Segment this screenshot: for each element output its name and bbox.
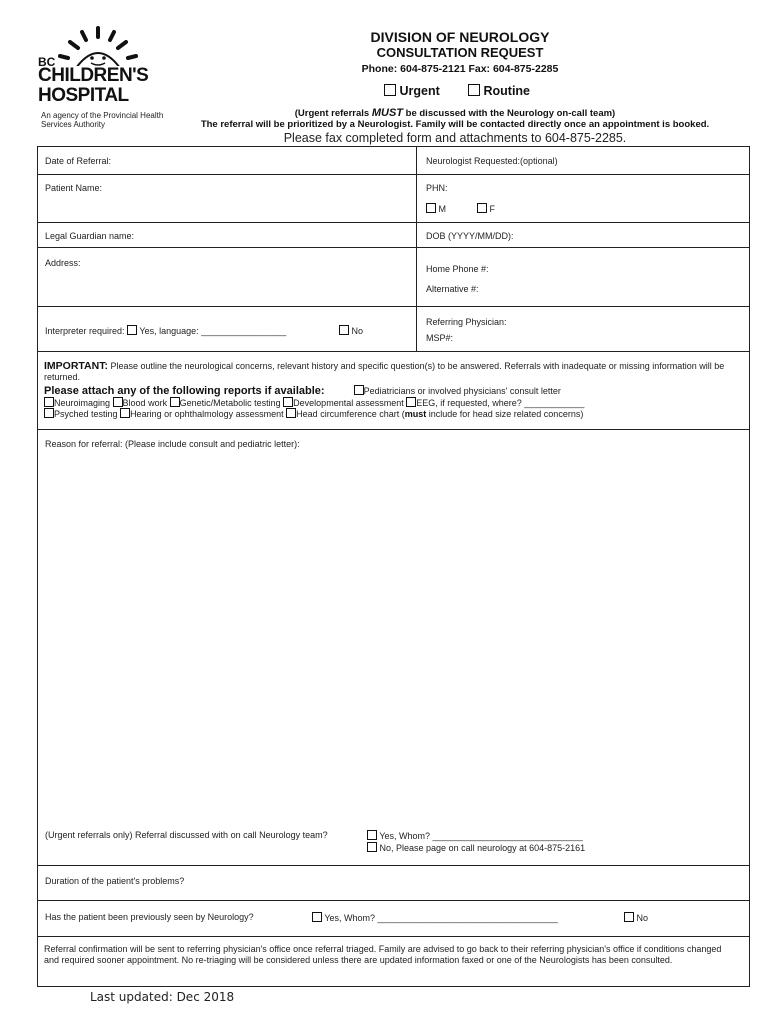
- attach-eeg-label: EEG, if requested, where? ____________: [416, 398, 585, 408]
- important-label: IMPORTANT:: [44, 360, 108, 372]
- attach-line-3: [44, 408, 744, 420]
- row-divider: [38, 306, 749, 307]
- row-divider: [38, 936, 749, 937]
- urgent-note: [160, 107, 750, 119]
- dob-field[interactable]: DOB (YYYY/MM/DD):: [426, 231, 514, 241]
- logo-name-line1: CHILDREN'S: [38, 65, 149, 86]
- seen-no-option[interactable]: [624, 912, 648, 923]
- urgent-discussed-no-checkbox[interactable]: [367, 842, 377, 852]
- attach-neuroimaging-label: Neuroimaging: [54, 398, 111, 408]
- important-text: Please outline the neurological concerns, relevant history and specific question(s) to be answered. Referrals with inadequate or missing information will be returned.: [44, 361, 725, 382]
- neurologist-requested-field[interactable]: Neurologist Requested:(optional): [426, 156, 558, 166]
- seen-yes-checkbox[interactable]: [312, 912, 322, 922]
- duration-field[interactable]: Duration of the patient's problems?: [45, 876, 185, 886]
- referring-physician-field[interactable]: Referring Physician:: [426, 317, 507, 327]
- alternative-phone-field[interactable]: Alternative #:: [426, 284, 479, 294]
- attach-eeg-checkbox[interactable]: [406, 397, 416, 407]
- date-of-referral-field[interactable]: Date of Referral:: [45, 156, 112, 166]
- urgent-discussed-no-label: No, Please page on call neurology at 604-875-2161: [379, 843, 586, 853]
- sex-f-option[interactable]: [477, 203, 495, 214]
- urgent-discussed-yes-option[interactable]: [367, 830, 583, 841]
- home-phone-field[interactable]: Home Phone #:: [426, 264, 489, 274]
- referral-form: [37, 146, 750, 987]
- urgent-option[interactable]: [384, 84, 440, 98]
- interpreter-question: [45, 325, 286, 336]
- urgent-label: Urgent: [399, 84, 440, 98]
- column-divider: [416, 147, 417, 351]
- reason-for-referral-field[interactable]: Reason for referral: (Please include consult and pediatric letter):: [45, 439, 300, 449]
- form-subtitle: CONSULTATION REQUEST: [376, 45, 544, 60]
- urgent-discussed-no-option[interactable]: [367, 842, 585, 853]
- attach-developmental-label: Developmental assessment: [293, 398, 404, 408]
- urgent-discussed-yes-label: Yes, Whom? ______________________________: [379, 831, 583, 841]
- attach-blood-label: Blood work: [122, 398, 168, 408]
- last-updated: Last updated: Dec 2018: [90, 990, 235, 1004]
- attach-psyched-label: Psyched testing: [54, 409, 118, 419]
- sex-m-checkbox[interactable]: [426, 203, 436, 213]
- interpreter-no-label: No: [351, 326, 364, 336]
- msp-field[interactable]: MSP#:: [426, 333, 454, 343]
- attach-psyched-checkbox[interactable]: [44, 408, 54, 418]
- address-field[interactable]: Address:: [45, 258, 81, 268]
- phn-field[interactable]: PHN:: [426, 183, 448, 193]
- urgent-checkbox[interactable]: [384, 84, 396, 96]
- attach-hearing-label: Hearing or ophthalmology assessment: [130, 409, 284, 419]
- seen-before-question: Has the patient been previously seen by Neurology?: [45, 912, 254, 922]
- logo-tagline: An agency of the Provincial Health Services Authority: [41, 111, 164, 129]
- logo-name-line2: HOSPITAL: [38, 85, 129, 106]
- seen-yes-option[interactable]: [312, 912, 558, 923]
- urgent-note-must: MUST: [371, 107, 404, 119]
- urgent-discussed-question: (Urgent referrals only) Referral discussed with on call Neurology team?: [45, 830, 328, 840]
- row-divider: [38, 865, 749, 866]
- sex-m-label: M: [438, 204, 447, 214]
- attach-line-1: [44, 385, 744, 397]
- seen-no-label: No: [636, 913, 649, 923]
- contact-phone-fax: Phone: 604-875-2121 Fax: 604-875-2285: [361, 63, 559, 75]
- urgent-note-suffix: be discussed with the Neurology on-call team): [403, 108, 616, 119]
- attach-head-suffix: include for head size related concerns): [426, 409, 584, 419]
- attach-developmental-checkbox[interactable]: [283, 397, 293, 407]
- row-divider: [38, 174, 749, 175]
- routine-label: Routine: [483, 84, 531, 98]
- important-note: [44, 361, 744, 383]
- attach-label: Please attach any of the following reports if available:: [44, 385, 325, 397]
- sex-f-label: F: [489, 204, 496, 214]
- confirmation-note: Referral confirmation will be sent to referring physician's office once referral triaged. Family are advised to go back to their referring physician's office if conditions changed and required sooner appointment. No re-triaging will be considered unless there are updated information faxed or one of the Neurologists has been consulted.: [44, 944, 722, 965]
- logo-bc-text: BC: [38, 55, 56, 69]
- row-divider: [38, 429, 749, 430]
- interpreter-yes-checkbox[interactable]: [127, 325, 137, 335]
- attach-pediatricians-checkbox[interactable]: [354, 385, 364, 395]
- sex-f-checkbox[interactable]: [477, 203, 487, 213]
- attach-head-label: Head circumference chart (: [296, 409, 405, 419]
- form-title: DIVISION OF NEUROLOGY: [370, 29, 550, 45]
- row-divider: [38, 222, 749, 223]
- row-divider: [38, 900, 749, 901]
- row-divider: [38, 351, 749, 352]
- attach-neuroimaging-checkbox[interactable]: [44, 397, 54, 407]
- attach-hearing-checkbox[interactable]: [120, 408, 130, 418]
- priority-note: The referral will be prioritized by a Neurologist. Family will be contacted directly once an appointment is booked.: [200, 119, 710, 130]
- urgent-note-prefix: (Urgent referrals: [294, 108, 372, 119]
- urgent-discussed-yes-checkbox[interactable]: [367, 830, 377, 840]
- sex-m-option[interactable]: [426, 203, 446, 214]
- attach-genetic-label: Genetic/Metabolic testing: [179, 398, 281, 408]
- interpreter-yes-label[interactable]: Yes, language: _________________: [139, 326, 287, 336]
- interpreter-label: Interpreter required:: [45, 326, 125, 336]
- sun-icon: [38, 26, 188, 66]
- attach-head-must: must: [404, 409, 427, 419]
- interpreter-no-option[interactable]: [339, 325, 363, 336]
- legal-guardian-field[interactable]: Legal Guardian name:: [45, 231, 135, 241]
- routine-checkbox[interactable]: [468, 84, 480, 96]
- fax-instruction: Please fax completed form and attachments to 604-875-2285.: [283, 131, 627, 145]
- interpreter-no-checkbox[interactable]: [339, 325, 349, 335]
- patient-name-field[interactable]: Patient Name:: [45, 183, 103, 193]
- attach-pediatricians-label: Pediatricians or involved physicians' consult letter: [363, 386, 561, 396]
- routine-option[interactable]: [468, 84, 530, 98]
- attach-head-checkbox[interactable]: [286, 408, 296, 418]
- attach-blood-checkbox[interactable]: [113, 397, 123, 407]
- row-divider: [38, 247, 749, 248]
- attach-genetic-checkbox[interactable]: [170, 397, 180, 407]
- seen-no-checkbox[interactable]: [624, 912, 634, 922]
- seen-yes-label: Yes, Whom? ____________________________________: [324, 913, 558, 923]
